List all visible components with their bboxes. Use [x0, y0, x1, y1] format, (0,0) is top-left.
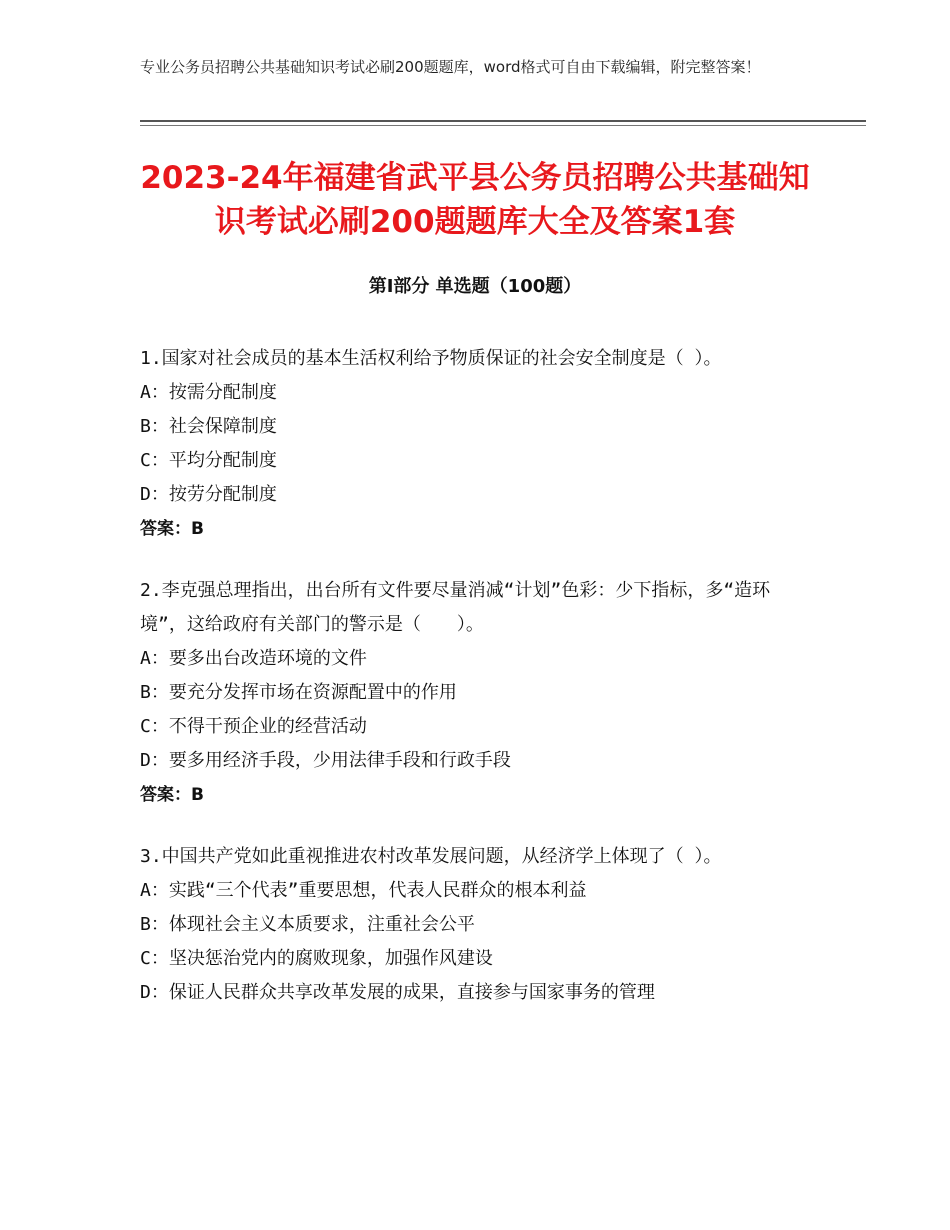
option-b: B：要充分发挥市场在资源配置中的作用: [140, 682, 457, 703]
question-stem: 3.中国共产党如此重视推进农村改革发展问题，从经济学上体现了（ ）。: [140, 846, 722, 867]
option-d: D：按劳分配制度: [140, 484, 277, 505]
question-list: [140, 342, 810, 1038]
option-a: A：要多出台改造环境的文件: [140, 648, 367, 669]
section-title: 第I部分 单选题（100题）: [368, 276, 582, 297]
answer: 答案：B: [140, 519, 204, 539]
option-a: A：按需分配制度: [140, 382, 277, 403]
option-c: C：不得干预企业的经营活动: [140, 716, 367, 737]
document-title: 2023-24年福建省武平县公务员招聘公共基础知识考试必刷200题题库大全及答案1套: [140, 160, 810, 240]
question-stem: 2.李克强总理指出，出台所有文件要尽量消减“计划”色彩：少下指标，多“造环境”，这给政府有关部门的警示是（ ）。: [140, 580, 771, 635]
option-d: D：保证人民群众共享改革发展的成果，直接参与国家事务的管理: [140, 982, 655, 1003]
question-1: [140, 342, 810, 546]
question-2: [140, 574, 810, 812]
option-c: C：平均分配制度: [140, 450, 277, 471]
option-d: D：要多用经济手段，少用法律手段和行政手段: [140, 750, 511, 771]
header-note: 专业公务员招聘公共基础知识考试必刷200题题库，word格式可自由下载编辑，附完整答案！: [140, 58, 761, 76]
option-c: C：坚决惩治党内的腐败现象，加强作风建设: [140, 948, 493, 969]
question-stem: 1.国家对社会成员的基本生活权利给予物质保证的社会安全制度是（ ）。: [140, 348, 722, 369]
answer: 答案：B: [140, 785, 204, 805]
header-rule: [140, 120, 866, 122]
option-b: B：体现社会主义本质要求，注重社会公平: [140, 914, 475, 935]
question-3: [140, 840, 810, 1010]
header-rule-thin: [140, 125, 866, 126]
option-a: A：实践“三个代表”重要思想，代表人民群众的根本利益: [140, 880, 587, 901]
option-b: B：社会保障制度: [140, 416, 277, 437]
